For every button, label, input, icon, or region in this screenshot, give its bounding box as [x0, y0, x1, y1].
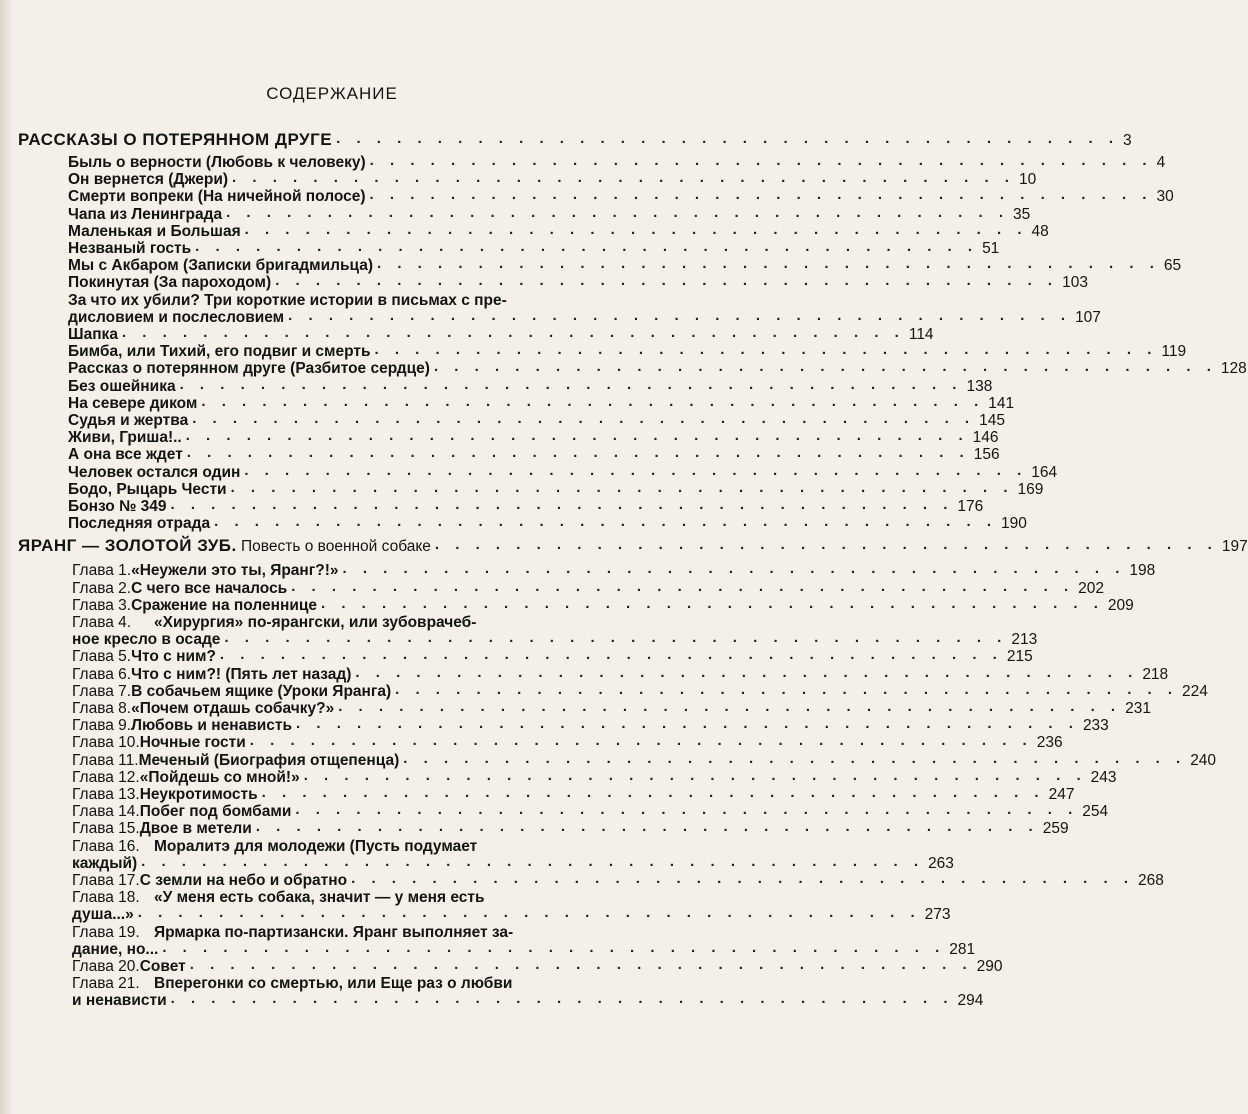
- dot-leader: . . . . . . . . . . . . . . . . . . . . . . . . . . . . . . . . . . . . . . .: [195, 238, 979, 255]
- entry-title: Рассказ о потерянном друге (Разбитое сердце): [68, 360, 430, 378]
- entry-title: Последняя отрада: [68, 515, 211, 533]
- chapter-number: Глава 8.: [72, 700, 132, 717]
- dot-leader: . . . . . . . . . . . . . . . . . . . . . . . . . . . . . . . . . . . . . . .: [261, 784, 1045, 801]
- dot-leader: . . . . . . . . . . . . . . . . . . . . . . . . . . . . . . . . . . . . . . .: [374, 341, 1158, 359]
- dot-leader: . . . . . . . . . . . . . . . . . . . . . . . . . . . . . . . . . . . . . . .: [214, 513, 998, 531]
- entry-title: Судья и жертва: [68, 412, 189, 429]
- chapter-title: Неукротимость: [139, 786, 258, 803]
- dot-leader: . . . . . . . . . . . . . . . . . . . . . . . . . . . . . . . . . . . . . . .: [224, 629, 1008, 647]
- chapter-number: Глава 9.: [72, 717, 132, 735]
- chapter-title: Ночные гости: [139, 734, 246, 752]
- dot-leader: . . . . . . . . . . . . . . . . . . . . . . . . . . . . . . . . . . . . . . .: [121, 324, 905, 341]
- dot-leader: . . . . . . . . . . . . . . . . . . . . . . . . . . . . . . . . . . . . . . .: [369, 186, 1153, 204]
- entry-title: дисловием и послесловием: [68, 308, 285, 326]
- dot-leader: . . . . . . . . . . . . . . . . . . . . . . . . . . . . . . . . . . . . . . .: [170, 496, 954, 513]
- chapter-title: «Хирургия» по-ярангски, или зубовpачеб-: [154, 614, 477, 631]
- page-number: 197: [1221, 538, 1248, 556]
- chapter-number: Глава 17.: [72, 872, 140, 889]
- page-number: 263: [928, 854, 954, 872]
- chapter-number: Глава 14.: [72, 803, 140, 821]
- chapter-title: Двое в метели: [139, 820, 252, 838]
- dot-leader: . . . . . . . . . . . . . . . . . . . . . . . . . . . . . . . . . . . . . . .: [255, 818, 1039, 836]
- dot-leader: . . . . . . . . . . . . . . . . . . . . . . . . . . . . . . . . . . . . . . .: [141, 852, 925, 870]
- chapter-number: Глава 18.: [72, 889, 140, 907]
- page-number: 51: [982, 240, 1000, 257]
- dot-leader: . . . . . . . . . . . . . . . . . . . . . . . . . . . . . . . . . . . . . . .: [288, 306, 1072, 324]
- chapter-title: Побег под бомбами: [139, 803, 292, 821]
- chapter-number: Глава 2.: [72, 579, 132, 597]
- chapter-title: душа...»: [72, 906, 134, 924]
- section-subtitle: Повесть о военной собаке: [236, 538, 431, 556]
- dot-leader: . . . . . . . . . . . . . . . . . . . . . . . . . . . . . . . . . . . . . . .: [249, 732, 1033, 750]
- chapter-number: Глава 19.: [72, 923, 140, 941]
- page-title: СОДЕРЖАНИЕ: [266, 84, 398, 103]
- entry-title: Живи, Гриша!..: [68, 429, 182, 447]
- page-number: 176: [957, 498, 984, 515]
- chapter-title: каждый): [72, 854, 138, 872]
- entry-title: Маленькая и Большая: [68, 222, 241, 240]
- chapter-number: Глава 6.: [72, 665, 132, 683]
- dot-leader: . . . . . . . . . . . . . . . . . . . . . . . . . . . . . . . . . . . . . . .: [230, 478, 1014, 496]
- page-number: 233: [1082, 717, 1109, 735]
- dot-leader: . . . . . . . . . . . . . . . . . . . . . . . . . . . . . . . . . . . . . . .: [338, 698, 1122, 715]
- dot-leader: . . . . . . . . . . . . . . . . . . . . . . . . . . . . . . . . . . . . . . .: [351, 870, 1135, 887]
- chapter-number: Глава 11.: [72, 751, 139, 769]
- entry-title: Шапка: [68, 326, 118, 343]
- dot-leader: . . . . . . . . . . . . . . . . . . . . . . . . . . . . . . . . . . . . . . .: [244, 220, 1028, 238]
- chapter-number: Глава 12.: [72, 768, 140, 786]
- dot-leader: . . . . . . . . . . . . . . . . . . . . . . . . . . . . . . . . . . . . . . .: [321, 594, 1104, 612]
- dot-leader: . . . . . . . . . . . . . . . . . . . . . . . . . . . . . . . . . . . . . . .: [295, 801, 1079, 819]
- entry-title: Он вернется (Джери): [68, 171, 229, 189]
- page-number: 224: [1182, 682, 1208, 700]
- chapter-number: Глава 5.: [72, 648, 132, 666]
- dot-leader: . . . . . . . . . . . . . . . . . . . . . . . . . . . . . . . . . . . . . . .: [403, 749, 1187, 767]
- dot-leader: . . . . . . . . . . . . . . . . . . . . . . . . . . . . . . . . . . . . . . .: [192, 410, 976, 427]
- dot-leader: . . . . . . . . . . . . . . . . . . . . . . . . . . . . . . . . . . . . . . .: [395, 680, 1179, 698]
- page-number: 103: [1062, 274, 1088, 292]
- entry-title: Незваный гость: [68, 240, 192, 257]
- page-number: 240: [1190, 751, 1217, 769]
- entry-title: Без ошейника: [68, 377, 176, 395]
- chapter-title: «Пойдешь со мной!»: [139, 768, 300, 786]
- dot-leader: . . . . . . . . . . . . . . . . . . . . . . . . . . . . . . . . . . . . . . .: [179, 375, 963, 393]
- dot-leader: . . . . . . . . . . . . . . . . . . . . . . . . . . . . . . . . . . . . . . .: [219, 646, 1003, 664]
- page-number: 30: [1156, 188, 1174, 206]
- page-number: 145: [979, 412, 1005, 429]
- chapter-title: Моралитэ для молодежи (Пусть подумает: [154, 837, 478, 855]
- chapter-title: ное кресло в осаде: [72, 631, 221, 649]
- dot-leader: . . . . . . . . . . . . . . . . . . . . . . . . . . . . . . . . . . . . . . .: [434, 536, 1218, 554]
- page-number: 156: [973, 446, 1000, 464]
- page-number: 10: [1018, 171, 1037, 189]
- page-number: 169: [1017, 480, 1044, 498]
- toc-entry: [68, 513, 1027, 533]
- dot-leader: . . . . . . . . . . . . . . . . . . . . . . . . . . . . . . . . . . . . . . .: [355, 663, 1139, 681]
- chapter-number: Глава 13.: [72, 786, 140, 803]
- page-number: 35: [1013, 205, 1031, 223]
- entry-title: Покинутая (За пароходом): [68, 274, 272, 292]
- chapter-title: дание, но...: [72, 940, 159, 958]
- chapter-title: «У меня есть собака, значит — у меня есть: [154, 889, 485, 907]
- page-number: 119: [1161, 343, 1187, 361]
- dot-leader: . . . . . . . . . . . . . . . . . . . . . . . . . . . . . . . . . . . . . . .: [186, 444, 970, 462]
- page-number: 141: [988, 394, 1015, 412]
- chapter-number: Глава 16.: [72, 837, 140, 855]
- dot-leader: . . . . . . . . . . . . . . . . . . . . . . . . . . . . . . . . . . . . . . .: [275, 272, 1059, 290]
- page-number: 65: [1163, 257, 1182, 275]
- dot-leader: . . . . . . . . . . . . . . . . . . . . . . . . . . . . . . . . . . . . . . .: [303, 766, 1087, 784]
- chapter-title: «Неужели это ты, Яранг?!»: [131, 562, 339, 580]
- dot-leader: . . . . . . . . . . . . . . . . . . . . . . . . . . . . . . . . . . . . . . .: [433, 358, 1217, 376]
- dot-leader: . . . . . . . . . . . . . . . . . . . . . . . . . . . . . . . . . . . . . . .: [189, 956, 973, 973]
- section-title: РАССКАЗЫ О ПОТЕРЯННОМ ДРУГЕ: [18, 130, 333, 149]
- entry-title: Быль о верности (Любовь к человеку): [68, 154, 366, 171]
- entry-title: А она все ждет: [68, 446, 183, 464]
- chapter-title: В собачьем ящике (Уроки Яранга): [131, 682, 392, 700]
- entry-title: Бимба, или Тихий, его подвиг и смерть: [68, 343, 371, 361]
- chapter-title: «Почем отдашь собачку?»: [131, 700, 335, 717]
- page-number: 215: [1006, 648, 1033, 666]
- chapter-title: Что с ним?! (Пять лет назад): [131, 665, 352, 683]
- page-number: 198: [1129, 562, 1156, 580]
- page-number: 107: [1075, 308, 1101, 326]
- page-edge-shadow: [0, 0, 14, 1114]
- page-number: 290: [976, 958, 1003, 975]
- dot-leader: . . . . . . . . . . . . . . . . . . . . . . . . . . . . . . . . . . . . . . .: [201, 392, 985, 410]
- page-number: 114: [908, 326, 934, 343]
- page-number: 268: [1138, 872, 1164, 889]
- chapter-title: С чего все началось: [131, 579, 288, 597]
- page-number: 138: [966, 377, 993, 395]
- chapter-number: Глава 4.: [72, 614, 132, 631]
- page-number: 294: [957, 992, 984, 1010]
- page-number: 273: [924, 906, 951, 924]
- page-number: 209: [1107, 596, 1134, 614]
- chapter-number: Глава 1.: [72, 562, 132, 580]
- chapter-number: Глава 20.: [72, 958, 140, 975]
- dot-leader: . . . . . . . . . . . . . . . . . . . . . . . . . . . . . . . . . . . . . . .: [162, 938, 946, 956]
- page-number: 213: [1011, 631, 1038, 649]
- chapter-number: Глава 3.: [72, 596, 132, 614]
- chapter-title: Ярмарка по-партизански. Яранг выполняет за-: [154, 923, 514, 941]
- dot-leader: . . . . . . . . . . . . . . . . . . . . . . . . . . . . . . . . . . . . . . .: [170, 990, 954, 1008]
- chapter-title: Совет: [139, 958, 186, 975]
- chapter-entry: [72, 990, 984, 1010]
- page-number: 247: [1048, 786, 1075, 803]
- section-heading: [18, 536, 1248, 556]
- chapter-title: С земли на небо и обратно: [139, 872, 348, 889]
- chapter-title: Что с ним?: [131, 648, 216, 666]
- page-number: 231: [1125, 700, 1151, 717]
- page-number: 190: [1001, 515, 1027, 533]
- dot-leader: . . . . . . . . . . . . . . . . . . . . . . . . . . . . . . . . . . . . . . .: [232, 169, 1015, 187]
- entry-title: Бонзо № 349: [68, 498, 167, 515]
- dot-leader: . . . . . . . . . . . . . . . . . . . . . . . . . . . . . . . . . . . . . . .: [244, 461, 1028, 479]
- entry-title: Мы с Акбаром (Записки бригадмильца): [68, 257, 373, 275]
- page-number: 202: [1078, 579, 1104, 597]
- section-title: ЯРАНГ — ЗОЛОТОЙ ЗУБ.: [18, 536, 237, 556]
- chapter-title: Сражение на поленнице: [131, 596, 318, 614]
- page-number: 146: [972, 429, 999, 447]
- page-number: 243: [1090, 768, 1117, 786]
- chapter-title: Вперегонки со смертью, или Еще раз о любви: [154, 975, 513, 993]
- chapter-number: Глава 21.: [72, 975, 140, 993]
- page-number: 3: [1123, 132, 1132, 149]
- dot-leader: . . . . . . . . . . . . . . . . . . . . . . . . . . . . . . . . . . . . . . .: [226, 203, 1009, 221]
- entry-title: На севере диком: [68, 394, 198, 412]
- dot-leader: . . . . . . . . . . . . . . . . . . . . . . . . . . . . . . . . . . . . . . .: [296, 715, 1079, 733]
- page-number: 164: [1031, 463, 1058, 481]
- page-number: 128: [1220, 360, 1247, 378]
- section-heading: [18, 130, 1132, 150]
- page-number: 4: [1156, 154, 1166, 171]
- dot-leader: . . . . . . . . . . . . . . . . . . . . . . . . . . . . . . . . . . . . . . .: [291, 577, 1075, 595]
- page-number: 218: [1142, 665, 1169, 683]
- entry-title: Чапа из Ленинграда: [68, 205, 223, 223]
- chapter-title: Меченый (Биография отщепенца): [138, 751, 400, 769]
- page-number: 259: [1042, 820, 1069, 838]
- dot-leader: . . . . . . . . . . . . . . . . . . . . . . . . . . . . . . . . . . . . . . .: [369, 152, 1153, 169]
- dot-leader: . . . . . . . . . . . . . . . . . . . . . . . . . . . . . . . . . . . . . . .: [376, 255, 1160, 273]
- page-number: 281: [949, 940, 976, 958]
- dot-leader: . . . . . . . . . . . . . . . . . . . . . . . . . . . . . . . . . . . . . . .: [342, 560, 1126, 578]
- chapter-title: Любовь и ненависть: [131, 717, 293, 735]
- entry-title: Бодо, Рыцарь Чести: [68, 480, 227, 498]
- entry-title: Человек остался один: [68, 463, 241, 481]
- page-number: 254: [1082, 803, 1109, 821]
- entry-title: За что их убили? Три короткие истории в письмах с пре-: [68, 291, 507, 309]
- chapter-number: Глава 10.: [72, 734, 140, 752]
- page-number: 236: [1036, 734, 1063, 752]
- dot-leader: . . . . . . . . . . . . . . . . . . . . . . . . . . . . . . . . . . . . . . .: [185, 427, 969, 445]
- chapter-title: и ненависти: [72, 992, 167, 1010]
- entry-title: Смерти вопреки (На ничейной полосе): [68, 188, 366, 206]
- dot-leader: . . . . . . . . . . . . . . . . . . . . . . . . . . . . . . . . . . . . . . .: [137, 904, 921, 922]
- chapter-number: Глава 15.: [72, 820, 140, 838]
- page-number: 48: [1031, 222, 1049, 240]
- dot-leader: . . . . . . . . . . . . . . . . . . . . . . . . . . . . . . . . . . . . . . .: [336, 130, 1120, 147]
- chapter-number: Глава 7.: [72, 682, 132, 700]
